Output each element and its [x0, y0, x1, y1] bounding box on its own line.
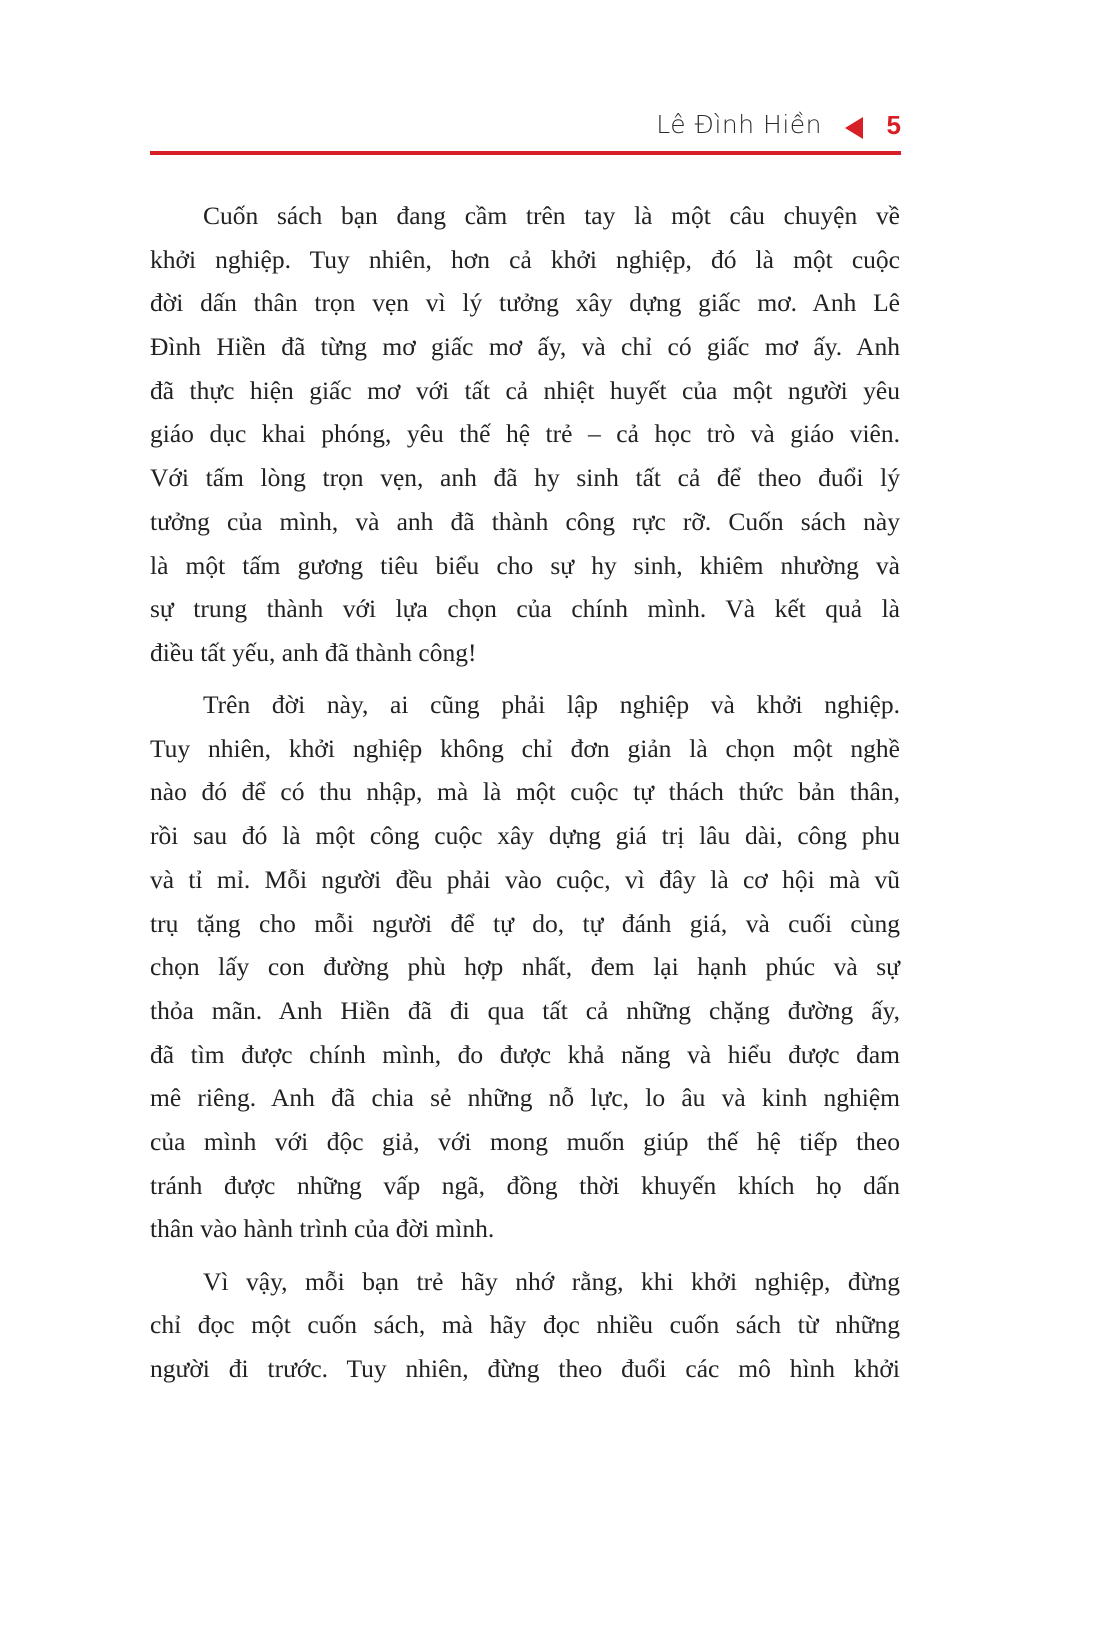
text-line: giáo dục khai phóng, yêu thế hệ trẻ – cả học trò và giáo viên.	[150, 419, 900, 449]
text-line: Đình Hiền đã từng mơ giấc mơ ấy, và chỉ có giấc mơ ấy. Anh	[150, 332, 900, 362]
text-line: trụ tặng cho mỗi người để tự do, tự đánh giá, và cuối cùng	[150, 908, 900, 938]
text-line: tưởng của mình, và anh đã thành công rực rỡ. Cuốn sách này	[150, 506, 900, 536]
paragraph	[150, 1260, 900, 1391]
triangle-left-icon	[845, 117, 863, 139]
text-line: đã thực hiện giấc mơ với tất cả nhiệt huyết của một người yêu	[150, 375, 900, 405]
paragraph	[150, 683, 900, 1251]
text-line: người đi trước. Tuy nhiên, đừng theo đuổi các mô hình khởi	[150, 1353, 900, 1383]
text-line: Cuốn sách bạn đang cầm trên tay là một câu chuyện về	[203, 201, 900, 230]
text-line: chọn lấy con đường phù hợp nhất, đem lại hạnh phúc và sự	[150, 952, 900, 982]
text-line: Vì vậy, mỗi bạn trẻ hãy nhớ rằng, khi khởi nghiệp, đừng	[203, 1266, 900, 1296]
text-line: tránh được những vấp ngã, đồng thời khuyến khích họ dấn	[150, 1170, 900, 1200]
text-line: nào đó để có thu nhập, mà là một cuộc tự thách thức bản thân,	[150, 777, 900, 807]
text-line: chỉ đọc một cuốn sách, mà hãy đọc nhiều cuốn sách từ những	[150, 1310, 900, 1340]
body-text	[150, 194, 900, 1399]
text-line: sự trung thành với lựa chọn của chính mình. Và kết quả là	[150, 594, 900, 624]
page-number: 5	[886, 110, 901, 140]
text-line: và tỉ mỉ. Mỗi người đều phải vào cuộc, vì đây là cơ hội mà vũ	[150, 864, 900, 894]
text-line: thân vào hành trình của đời mình.	[150, 1214, 495, 1244]
text-line: khởi nghiệp. Tuy nhiên, hơn cả khởi nghiệp, đó là một cuộc	[150, 244, 900, 274]
text-line: Với tấm lòng trọn vẹn, anh đã hy sinh tất cả để theo đuổi lý	[150, 463, 900, 493]
text-line: của mình với độc giả, với mong muốn giúp thế hệ tiếp theo	[150, 1126, 900, 1156]
text-line: thỏa mãn. Anh Hiền đã đi qua tất cả những chặng đường ấy,	[150, 995, 900, 1025]
text-line: đời dấn thân trọn vẹn vì lý tưởng xây dựng giấc mơ. Anh Lê	[150, 288, 900, 318]
text-line: mê riêng. Anh đã chia sẻ những nỗ lực, lo âu và kinh nghiệm	[150, 1083, 900, 1113]
text-line: điều tất yếu, anh đã thành công!	[150, 637, 477, 667]
running-header	[150, 108, 901, 148]
text-line: Tuy nhiên, khởi nghiệp không chỉ đơn giản là chọn một nghề	[150, 733, 900, 763]
text-line: đã tìm được chính mình, đo được khả năng và hiểu được đam	[150, 1039, 900, 1069]
text-line: là một tấm gương tiêu biểu cho sự hy sinh, khiêm nhường và	[150, 550, 900, 580]
running-header-author: Lê Đình Hiền	[656, 110, 822, 139]
text-line: Trên đời này, ai cũng phải lập nghiệp và khởi nghiệp.	[203, 690, 900, 720]
text-line: rồi sau đó là một công cuộc xây dựng giá trị lâu dài, công phu	[150, 821, 900, 851]
header-rule	[150, 151, 901, 155]
paragraph	[150, 194, 900, 675]
